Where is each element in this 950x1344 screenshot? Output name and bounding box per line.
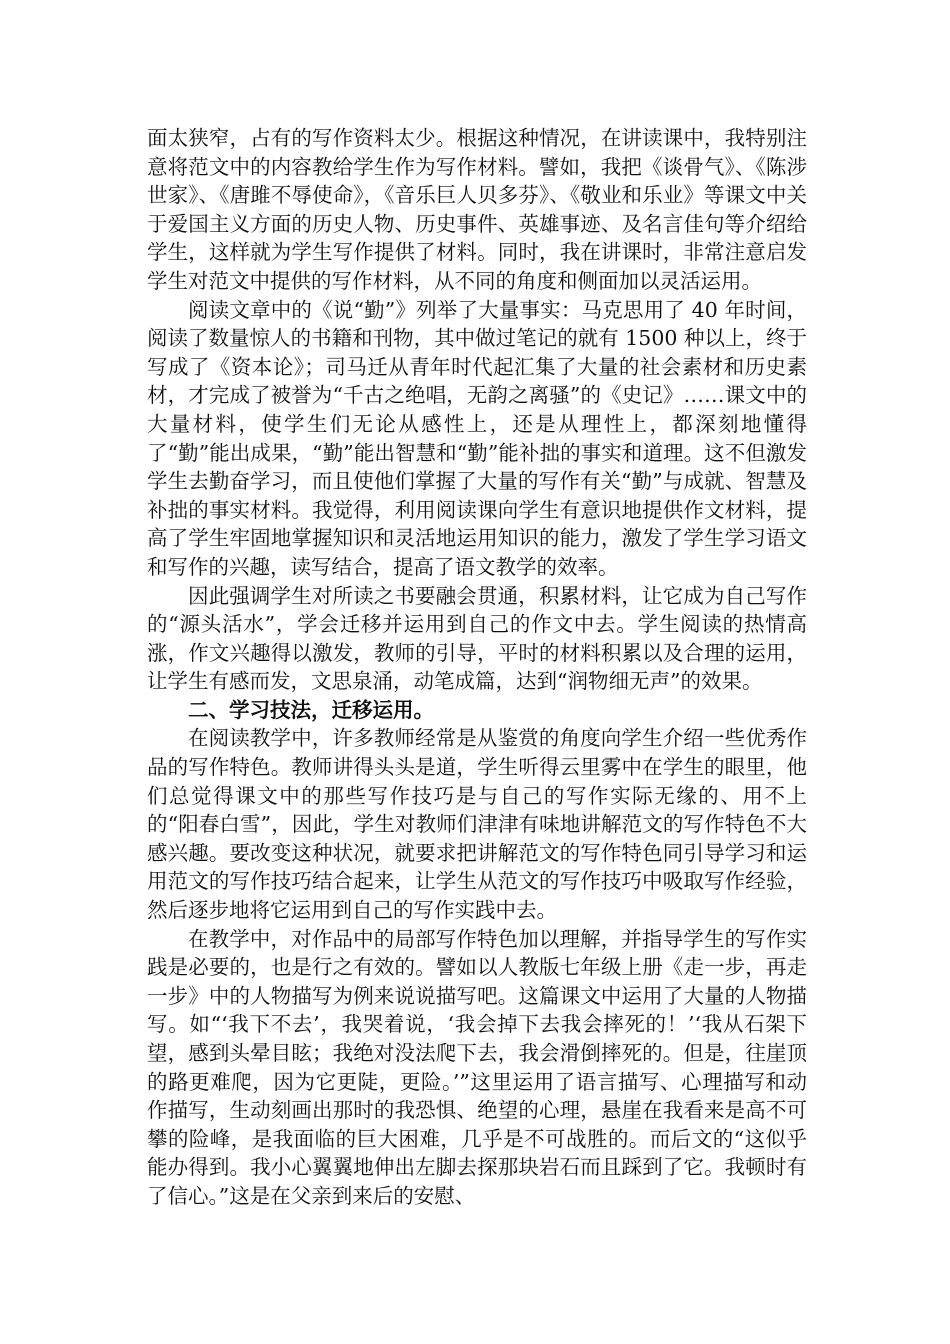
- document-page: [147, 124, 807, 1211]
- paragraph-1: 面太狭窄，占有的写作资料太少。根据这种情况，在讲读课中，我特别注意将范文中的内容教给学生作为写作材料。譬如，我把《谈骨气》、《陈涉世家》、《唐雎不辱使命》，《音乐巨人贝多芬》、《敬业和乐业》等课文中关于爱国主义方面的历史人物、历史事件、英雄事迹、及名言佳句等介绍给学生，这样就为学生写作提供了材料。同时，我在讲课时，非常注意启发学生对范文中提供的写作材料，从不同的角度和侧面加以灵活运用。: [147, 126, 807, 293]
- paragraph-3: 因此强调学生对所读之书要融会贯通，积累材料，让它成为自己写作的“源头活水”，学会迁移并运用到自己的作文中去。学生阅读的热情高涨，作文兴趣得以激发，教师的引导，平时的材料积累以及合理的运用，让学生有感而发，文思泉涌，动笔成篇，达到“润物细无声”的效果。: [147, 583, 807, 694]
- paragraph-4: 在阅读教学中，许多教师经常是从鉴赏的角度向学生介绍一些优秀作品的写作特色。教师讲得头头是道，学生听得云里雾中在学生的眼里，他们总觉得课文中的那些写作技巧是与自己的写作实际无缘的、用不上的“阳春白雪”，因此，学生对教师们津津有味地讲解范文的写作特色不大感兴趣。要改变这种状况，就要求把讲解范文的写作特色同引导学习和运用范文的写作技巧结合起来，让学生从范文的写作技巧中吸取写作经验，然后逐步地将它运用到自己的写作实践中去。: [147, 726, 807, 923]
- section-heading: 二、学习技法，迁移运用。: [188, 697, 434, 722]
- paragraph-2: 阅读文章中的《说“勤”》列举了大量事实：马克思用了 40 年时间，阅读了数量惊人的书籍和刊物，其中做过笔记的就有 1500 种以上，终于写成了《资本论》；司马迁从青年时代起汇集了大量的社会素材和历史素材，才完成了被誉为“千古之绝唱，无韵之离骚”的《史记》……课文中的大量材料，使学生们无论从感性上，还是从理性上，都深刻地懂得了“勤”能出成果，“勤”能出智慧和“勤”能补拙的事实和道理。这不但激发学生去勤奋学习，而且使他们掌握了大量的写作有关“勤”与成就、智慧及补拙的事实材料。我觉得，利用阅读课向学生有意识地提供作文材料，提高了学生牢固地掌握知识和灵活地运用知识的能力，激发了学生学习语文和写作的兴趣，读写结合，提高了语文教学的效率。: [147, 297, 807, 579]
- paragraph-5: 在教学中，对作品中的局部写作特色加以理解，并指导学生的写作实践是必要的，也是行之有效的。譬如以人教版七年级上册《走一步，再走一步》中的人物描写为例来说说描写吧。这篇课文中运用了大量的人物描写。如“‘我下不去’，我哭着说，‘我会掉下去我会摔死的！’‘我从石架下望，感到头晕目眩；我绝对没法爬下去，我会滑倒摔死的。但是，往崖顶的路更难爬，因为它更陡，更险。’”这里运用了语言描写、心理描写和动作描写，生动刻画出那时的我恐惧、绝望的心理，悬崖在我看来是高不可攀的险峰，是我面临的巨大困难，几乎是不可战胜的。而后文的“这似乎能办得到。我小心翼翼地伸出左脚去探那块岩石而且踩到了它。我顿时有了信心。”这是在父亲到来后的安慰、: [147, 926, 807, 1208]
